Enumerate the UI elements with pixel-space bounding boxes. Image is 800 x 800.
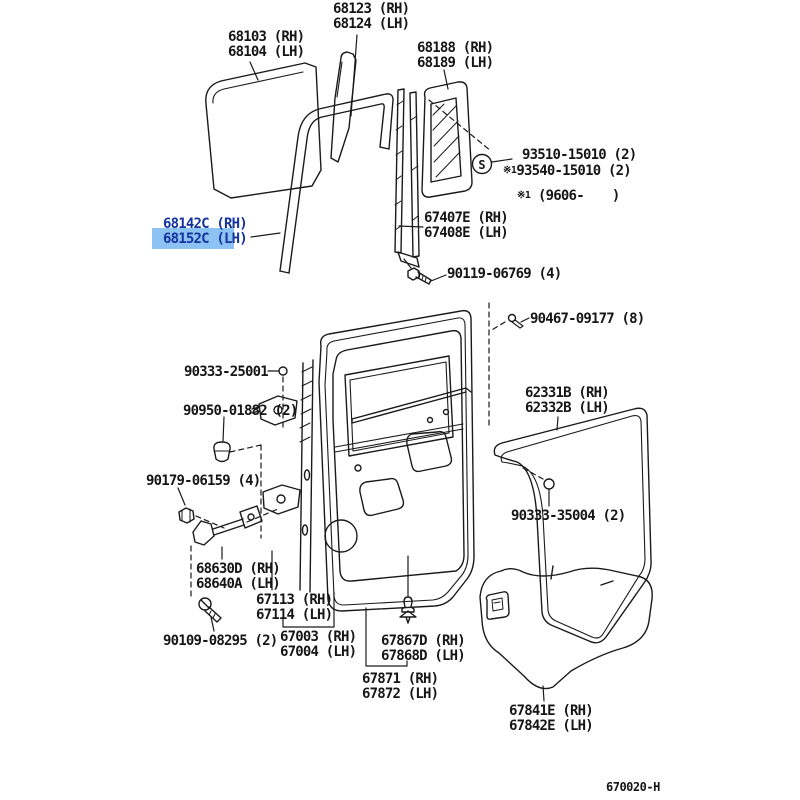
part-number[interactable]: 90109-08295 (2) [163, 633, 278, 649]
part-number[interactable]: 62332B (LH) [525, 400, 609, 416]
clip-icon-90467 [509, 315, 524, 329]
label-rear-weatherstrip[interactable] [525, 386, 609, 416]
label-trim-clip[interactable] [381, 634, 465, 664]
bolt-icon [408, 268, 431, 284]
note-close: ) [611, 188, 620, 204]
part-number[interactable]: 67407E (RH) [424, 210, 508, 226]
label-vent-glass[interactable] [333, 2, 409, 32]
label-door-check[interactable] [196, 562, 280, 592]
footnote-mark: ※1 [517, 190, 531, 201]
label-run-channel-selected[interactable] [163, 217, 247, 247]
part-number[interactable]: 67004 (LH) [280, 644, 357, 660]
footnote-mark: ※1 [503, 165, 517, 176]
part-number[interactable]: 90333-35004 (2) [511, 508, 626, 524]
part-number[interactable]: 67113 (RH) [256, 592, 333, 608]
part-number[interactable]: 67842E (LH) [509, 718, 593, 734]
part-number[interactable]: 67867D (RH) [381, 633, 465, 649]
part-number[interactable]: 90950-01882 (2) [183, 403, 298, 419]
part-number[interactable]: 67868D (LH) [381, 648, 465, 664]
label-date-note [517, 188, 619, 204]
service-hole-cover-art [480, 566, 652, 689]
figure-code: 670020-H [606, 780, 660, 794]
part-number[interactable]: 67872 (LH) [362, 686, 439, 702]
label-screw-93510[interactable] [522, 148, 636, 163]
screw-s-icon [473, 155, 492, 174]
nut-icon [179, 508, 194, 523]
part-number[interactable]: 90119-06769 (4) [447, 266, 562, 282]
part-number[interactable]: 67841E (RH) [509, 703, 593, 719]
part-number[interactable]: 68630D (RH) [196, 561, 280, 577]
label-ws-clip[interactable] [511, 509, 625, 524]
label-door-weatherstrip[interactable] [362, 672, 438, 702]
rear-weatherstrip-art [494, 408, 651, 643]
screw-icon [199, 598, 221, 622]
part-number[interactable]: 67871 (RH) [362, 671, 439, 687]
part-number[interactable]: 67408E (LH) [424, 225, 508, 241]
label-grommet[interactable] [183, 404, 297, 419]
part-number[interactable]: 90467-09177 (8) [530, 311, 645, 327]
label-snap-ring[interactable] [184, 365, 268, 380]
part-number[interactable]: 68104 (LH) [228, 44, 305, 60]
label-screw-90109[interactable] [163, 634, 277, 649]
part-number[interactable]: 68189 (LH) [417, 55, 494, 71]
grommet-icon [214, 442, 230, 462]
door-glass-art [206, 63, 321, 198]
part-number[interactable]: 68142C (RH) [163, 216, 247, 232]
run-channel-art [280, 94, 393, 273]
part-number[interactable]: 90179-06159 (4) [146, 473, 261, 489]
part-number[interactable]: 68124 (LH) [333, 16, 410, 32]
part-number-selected[interactable]: 68152C (LH) [163, 231, 247, 247]
part-number[interactable]: 67003 (RH) [280, 629, 357, 645]
part-number[interactable]: 68103 (RH) [228, 29, 305, 45]
door-check-icon [193, 506, 262, 545]
label-door-glass[interactable] [228, 30, 304, 60]
part-number[interactable]: 93510-15010 (2) [522, 147, 637, 163]
label-clip-90467[interactable] [530, 312, 644, 327]
part-number[interactable]: 62331B (RH) [525, 385, 609, 401]
label-door-frame[interactable] [256, 593, 332, 623]
part-number[interactable]: 90333-25001 [184, 364, 268, 380]
division-bar-art [395, 89, 419, 267]
part-number[interactable]: 67114 (LH) [256, 607, 333, 623]
part-number[interactable]: 93540-15010 (2) [516, 163, 631, 179]
snap-ring-icon [279, 367, 287, 375]
dashed-leader-lines [191, 100, 543, 596]
quarter-frame-art [422, 82, 472, 197]
screw-s-letter: S [478, 158, 486, 172]
label-division-bar[interactable] [424, 211, 508, 241]
part-number[interactable]: 68123 (RH) [333, 1, 410, 17]
part-number[interactable]: 68640A (LH) [196, 576, 280, 592]
label-quarter-frame[interactable] [417, 41, 493, 71]
label-screw-93540[interactable] [503, 163, 631, 179]
weatherstrip-clip-ring-icon [544, 479, 554, 489]
label-nut[interactable] [146, 474, 260, 489]
label-bolt[interactable] [447, 267, 561, 282]
label-service-hole-cover[interactable] [509, 704, 593, 734]
label-door-panel[interactable] [280, 630, 356, 660]
note-range: (9606- [538, 188, 584, 204]
part-number[interactable]: 68188 (RH) [417, 40, 494, 56]
